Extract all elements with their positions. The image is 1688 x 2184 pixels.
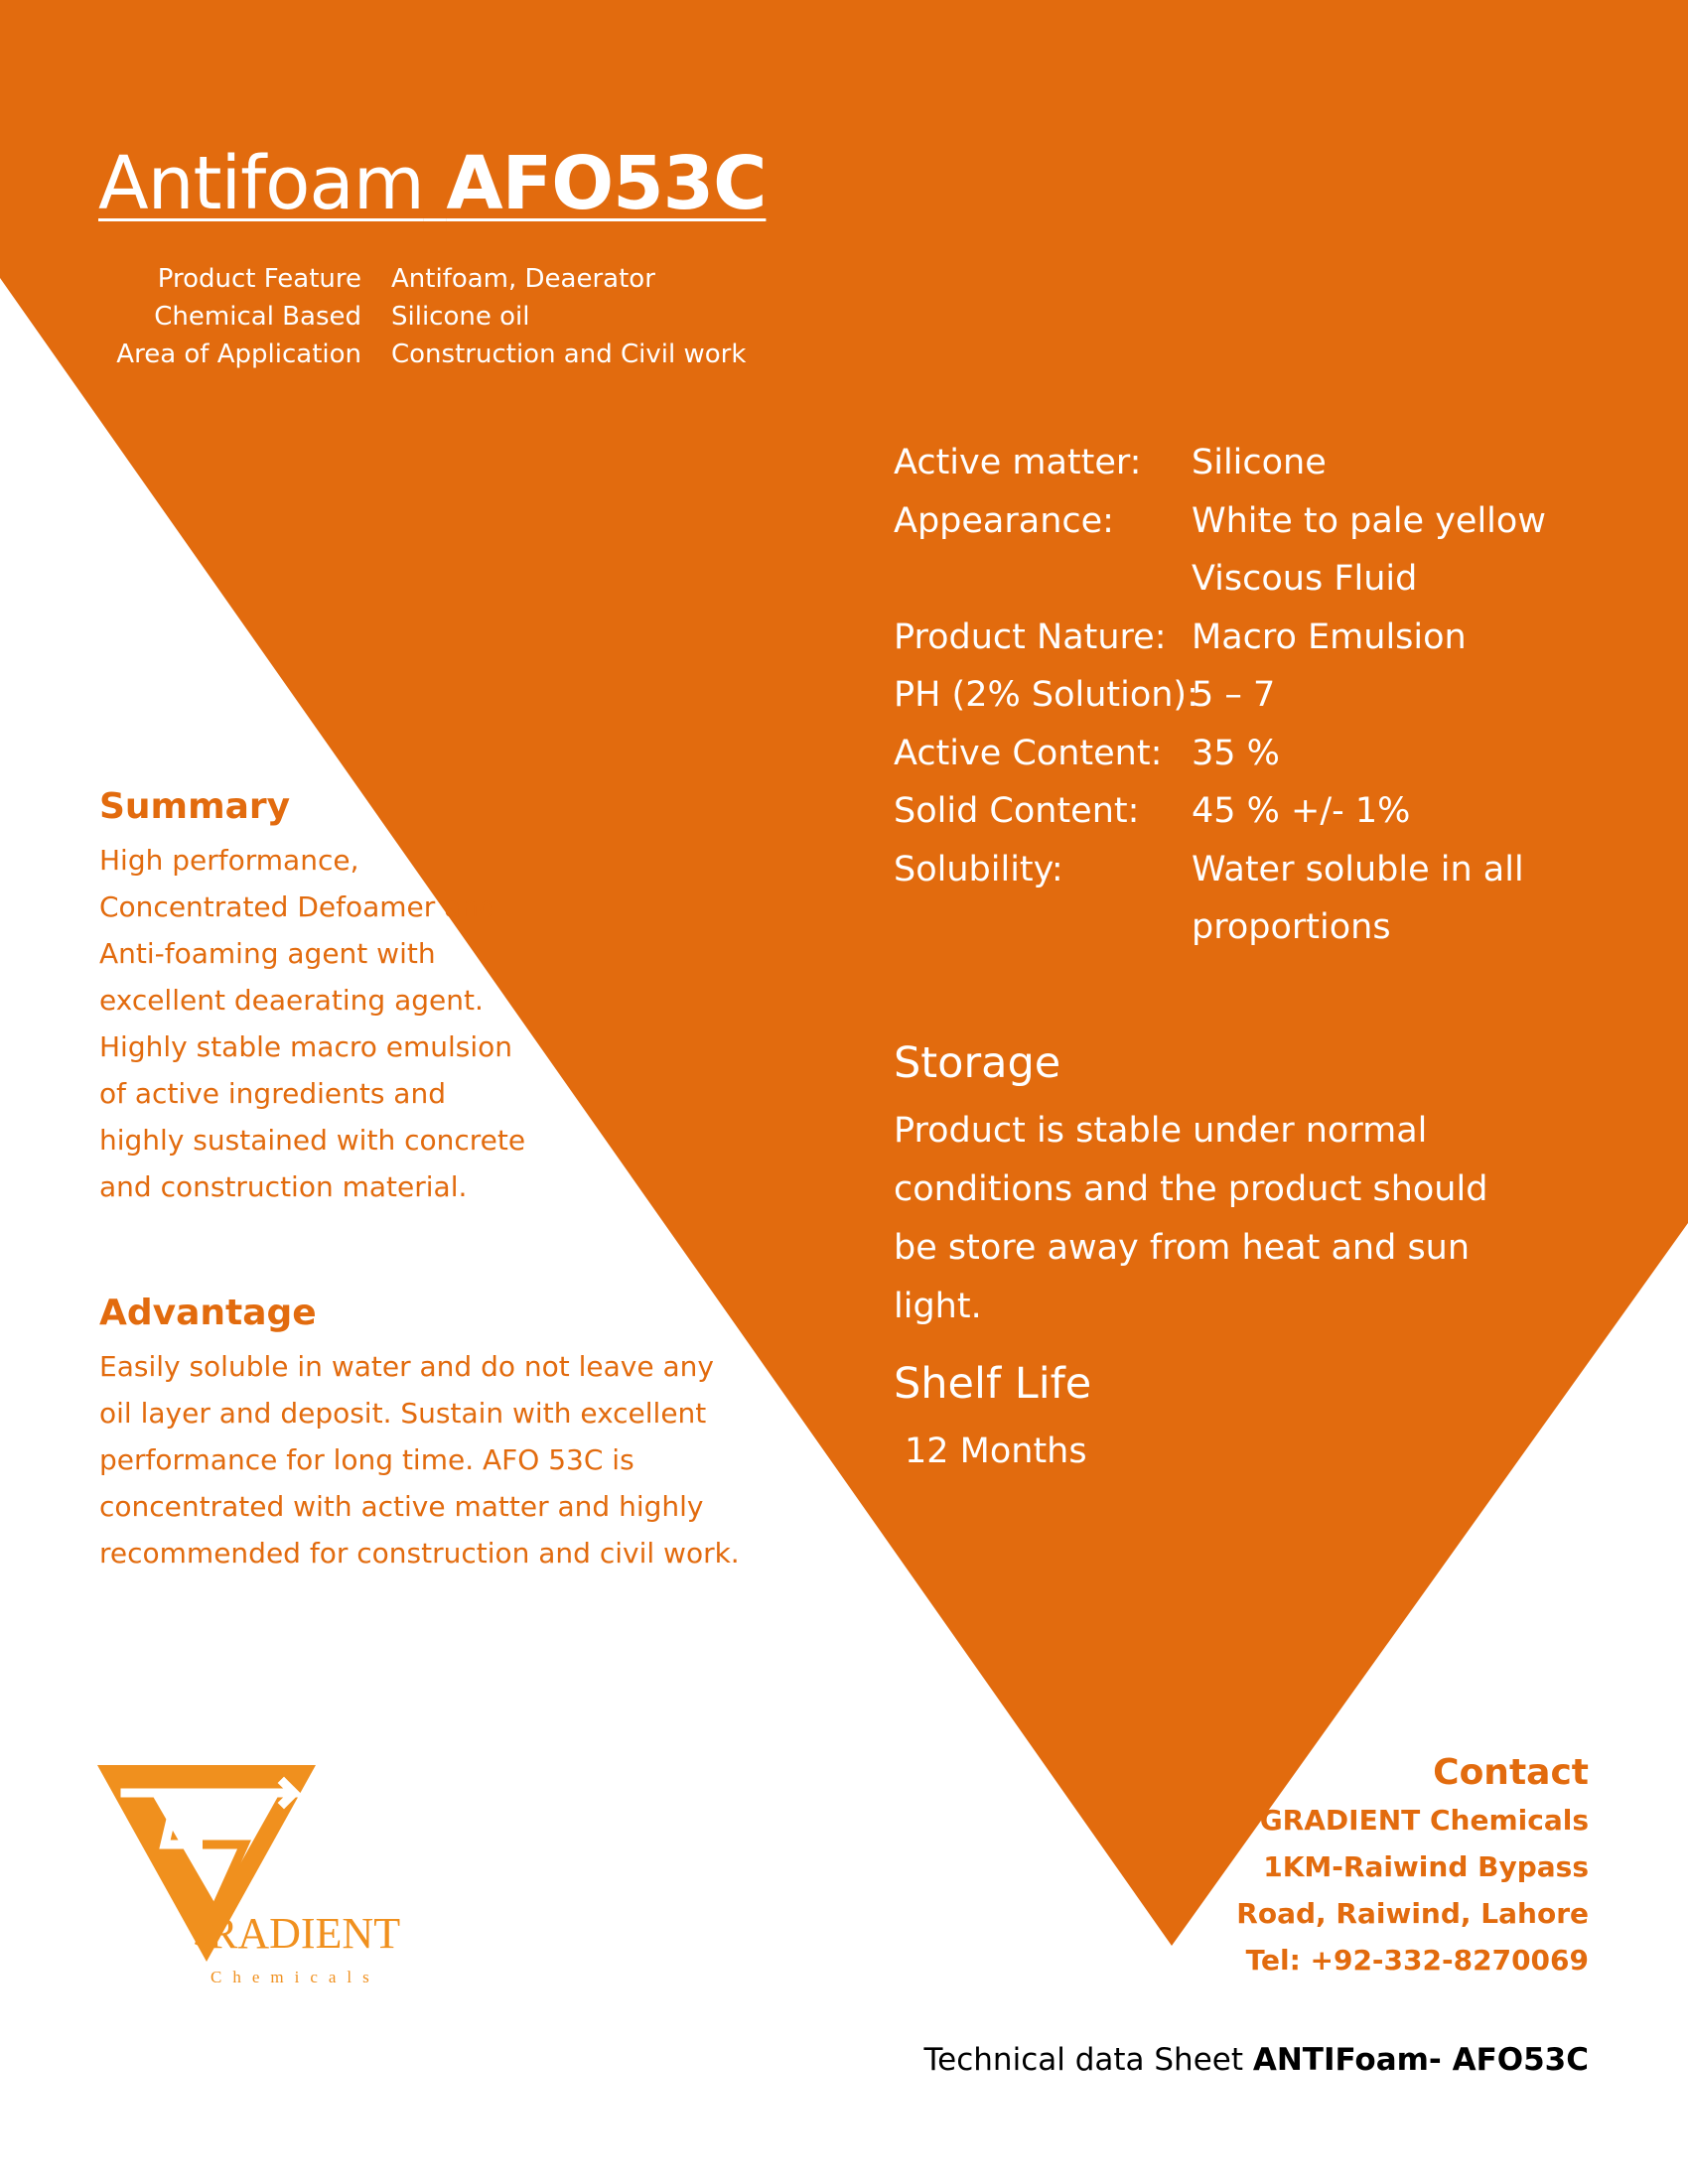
contact-company: GRADIENT Chemicals bbox=[1259, 1804, 1589, 1837]
gradient-logo bbox=[95, 1757, 433, 1995]
property-row bbox=[894, 434, 1569, 492]
feature-row bbox=[99, 336, 746, 373]
property-value: 5 – 7 bbox=[1192, 675, 1276, 715]
property-label: Solid Content: bbox=[894, 791, 1140, 831]
title-light: Antifoam bbox=[98, 141, 424, 226]
property-row bbox=[894, 666, 1569, 725]
contact-address-line-1: 1KM-Raiwind Bypass bbox=[1263, 1850, 1589, 1883]
property-row bbox=[894, 609, 1569, 667]
page-title bbox=[98, 141, 767, 226]
contact-phone: Tel: +92-332-8270069 bbox=[1245, 1944, 1589, 1977]
property-value: White to pale yellow Viscous Fluid bbox=[1192, 500, 1546, 599]
property-value: Macro Emulsion bbox=[1192, 616, 1467, 657]
properties-list bbox=[894, 434, 1569, 957]
property-row bbox=[894, 782, 1569, 841]
storage-text: Product is stable under normal conditions and the product should be store away from heat and sun light. bbox=[894, 1111, 1488, 1326]
property-value: 35 % bbox=[1192, 733, 1280, 773]
contact-block bbox=[1236, 1749, 1589, 1983]
feature-value: Antifoam, Deaerator bbox=[391, 264, 655, 294]
feature-row bbox=[99, 298, 746, 336]
property-value: 45 % +/- 1% bbox=[1192, 791, 1411, 831]
property-label: Active matter: bbox=[894, 443, 1142, 482]
footer-document-title bbox=[924, 2042, 1590, 2078]
feature-row bbox=[99, 260, 746, 298]
feature-label: Product Feature bbox=[157, 264, 361, 294]
feature-label: Area of Application bbox=[116, 340, 361, 369]
feature-value: Silicone oil bbox=[391, 302, 530, 332]
storage-heading: Storage bbox=[894, 1038, 1061, 1088]
summary-text: High performance, Concentrated Defoamer and Anti-foaming agent with excellent deaerating agent. Highly stable macro emulsion of active ingredients and highly sustained with concrete and construction material. bbox=[99, 844, 526, 1203]
product-features bbox=[99, 260, 746, 373]
property-label: PH (2% Solution): bbox=[894, 675, 1198, 715]
footer-prefix: Technical data Sheet bbox=[923, 2042, 1244, 2078]
contact-heading: Contact bbox=[1433, 1752, 1589, 1793]
advantage-heading: Advantage bbox=[99, 1293, 317, 1333]
footer-product: ANTIFoam- AFO53C bbox=[1252, 2042, 1589, 2078]
summary-heading: Summary bbox=[99, 786, 291, 827]
shelf-life-text: 12 Months bbox=[905, 1432, 1087, 1471]
feature-label: Chemical Based bbox=[154, 302, 361, 332]
advantage-text: Easily soluble in water and do not leave any oil layer and deposit. Sustain with excellent performance for long time. AFO 53C is concentrated with active matter and highly recommended for construction and civil work. bbox=[99, 1350, 740, 1570]
logo-wordmark: RADIENT bbox=[209, 1909, 401, 1958]
logo-subtitle: Chemicals bbox=[211, 1968, 380, 1986]
property-label: Active Content: bbox=[894, 733, 1163, 773]
property-row bbox=[894, 841, 1569, 957]
property-value: Water soluble in all proportions bbox=[1192, 849, 1524, 947]
property-label: Solubility: bbox=[894, 849, 1063, 889]
property-label: Product Nature: bbox=[894, 616, 1167, 657]
shelf-life-heading: Shelf Life bbox=[894, 1359, 1092, 1409]
feature-value: Construction and Civil work bbox=[391, 340, 747, 369]
property-value: Silicone bbox=[1192, 443, 1327, 482]
contact-address-line-2: Road, Raiwind, Lahore bbox=[1236, 1897, 1589, 1930]
property-label: Appearance: bbox=[894, 500, 1114, 541]
property-row bbox=[894, 725, 1569, 783]
property-row bbox=[894, 492, 1569, 609]
title-bold: AFO53C bbox=[446, 141, 767, 226]
